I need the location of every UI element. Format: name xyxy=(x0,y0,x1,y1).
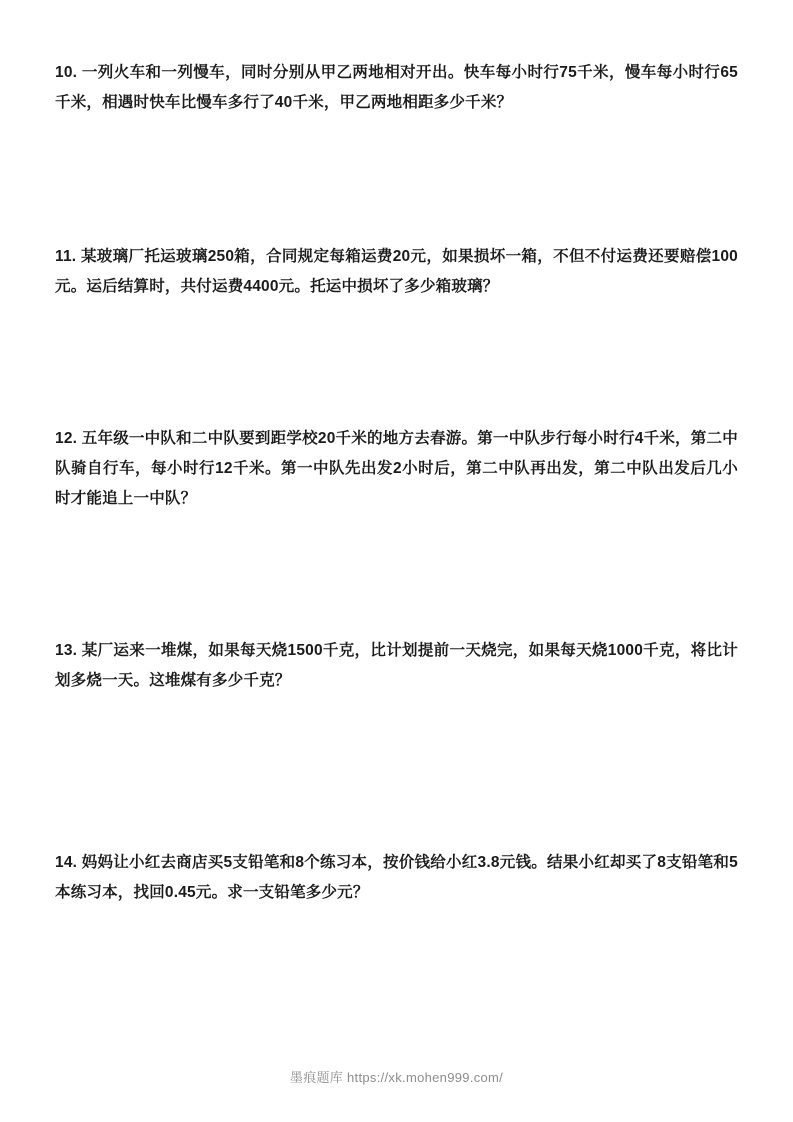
problem-item: 12. 五年级一中队和二中队要到距学校20千米的地方去春游。第一中队步行每小时行4千米，第二中队骑自行车，每小时行12千米。第一中队先出发2小时后，第二中队再出发，第二中队出发后几小时才能追上一中队？ xyxy=(55,430,738,507)
problem-item: 13. 某厂运来一堆煤，如果每天烧1500千克，比计划提前一天烧完，如果每天烧1000千克，将比计划多烧一天。这堆煤有多少千克？ xyxy=(55,642,738,689)
problem-item: 14. 妈妈让小红去商店买5支铅笔和8个练习本，按价钱给小红3.8元钱。结果小红却买了8支铅笔和5本练习本，找回0.45元。求一支铅笔多少元？ xyxy=(55,854,738,901)
problem-item: 10. 一列火车和一列慢车，同时分别从甲乙两地相对开出。快车每小时行75千米，慢车每小时行65千米，相遇时快车比慢车多行了40千米，甲乙两地相距多少千米？ xyxy=(55,64,738,111)
footer-watermark: 墨痕题库 https://xk.mohen999.com/ xyxy=(289,1070,504,1085)
problem-item: 11. 某玻璃厂托运玻璃250箱，合同规定每箱运费20元，如果损坏一箱，不但不付运费还要赔偿100元。运后结算时，共付运费4400元。托运中损坏了多少箱玻璃？ xyxy=(55,248,738,295)
